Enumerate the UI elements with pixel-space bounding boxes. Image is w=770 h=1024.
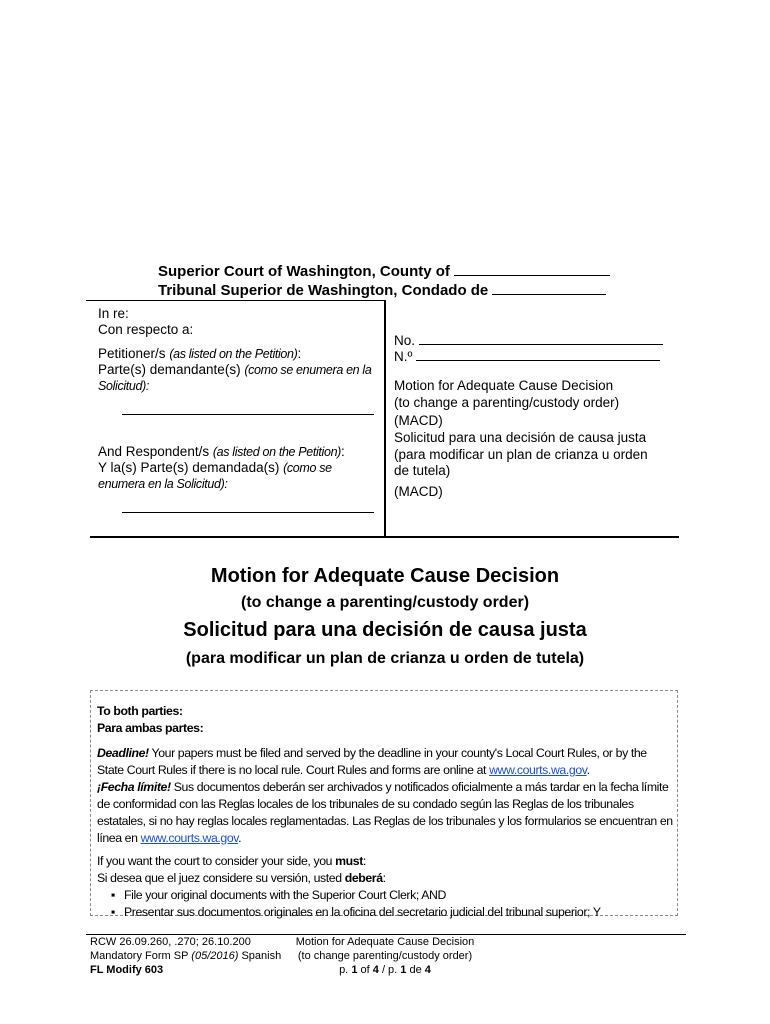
court-line-2-text: Tribunal Superior de Washington, Condado de bbox=[158, 282, 489, 299]
petitioner-colon: : bbox=[297, 346, 302, 361]
parte-label: Parte(s) demandante(s) bbox=[98, 362, 241, 377]
fecha-label: ¡Fecha límite! bbox=[97, 780, 171, 794]
case-title-es-1: Solicitud para una decisión de causa justa bbox=[394, 430, 647, 445]
footer-title-1: Motion for Adequate Cause Decision bbox=[295, 936, 475, 948]
case-code-2: (MACD) bbox=[394, 484, 443, 499]
must-text: must bbox=[335, 854, 363, 868]
yla-line bbox=[98, 460, 332, 476]
main-subtitle-spanish: (para modificar un plan de crianza u orden de tutela) bbox=[185, 650, 585, 667]
case-title-es-3: de tutela) bbox=[394, 463, 451, 478]
in-re-label: In re: bbox=[98, 306, 129, 321]
courts-link-1[interactable]: www.courts.wa.gov bbox=[489, 763, 587, 777]
consider-line-es bbox=[97, 870, 386, 887]
fecha-period: . bbox=[238, 831, 242, 845]
fecha-text-2: de conformidad con las Reglas locales de los tribunales de su condado según las Reglas de los tribunales bbox=[97, 797, 634, 811]
respondent-label: And Respondent/s bbox=[98, 444, 210, 459]
if-you-want-text: If you want the court to consider your side, you bbox=[97, 854, 333, 868]
page-total: 4 bbox=[372, 964, 379, 976]
si-desea-text: Si desea que el juez considere su versión, usted bbox=[97, 871, 342, 885]
parte-line-2 bbox=[98, 378, 149, 394]
respondent-colon: : bbox=[340, 444, 345, 459]
footer-form-sp-a: Mandatory Form SP bbox=[90, 950, 189, 962]
yla-line-2 bbox=[98, 476, 228, 492]
case-number-row-es bbox=[394, 347, 660, 365]
main-title-spanish: Solicitud para una decisión de causa justa bbox=[183, 619, 587, 641]
fecha-line-4 bbox=[97, 830, 241, 847]
case-title-en-1: Motion for Adequate Cause Decision bbox=[394, 378, 614, 393]
yla-note-b: enumera en la Solicitud): bbox=[98, 477, 228, 491]
bullet-text-1: File your original documents with the Superior Court Clerk; AND bbox=[124, 888, 446, 902]
case-title-es-2: (para modificar un plan de crianza u orden bbox=[394, 447, 648, 462]
bullet-square-icon: ▪ bbox=[111, 888, 115, 902]
respondent-line bbox=[98, 444, 345, 460]
court-name-english bbox=[158, 262, 610, 281]
courts-link-2[interactable]: www.courts.wa.gov bbox=[140, 831, 239, 845]
page-num-es: 1 bbox=[400, 964, 407, 976]
case-code-1: (MACD) bbox=[394, 413, 443, 428]
petitioner-label: Petitioner/s bbox=[98, 346, 166, 361]
respondent-note: (as listed on the Petition) bbox=[212, 445, 341, 459]
case-number-label: No. bbox=[394, 333, 416, 348]
footer-rcw: RCW 26.09.260, .270; 26.10.200 bbox=[90, 936, 251, 948]
page-sep: / p. bbox=[381, 964, 398, 976]
notice-box bbox=[90, 690, 678, 919]
deadline-period: . bbox=[586, 763, 590, 777]
deadline-label: Deadline! bbox=[97, 746, 149, 760]
parte-line bbox=[98, 362, 371, 378]
must-colon: : bbox=[362, 854, 366, 868]
bullet-square-icon: ▪ bbox=[111, 905, 115, 919]
footer-form-sp bbox=[90, 950, 281, 964]
caption-divider bbox=[384, 300, 386, 538]
case-number-blank[interactable] bbox=[419, 331, 663, 345]
court-name-spanish bbox=[158, 281, 606, 300]
case-title-en-2: (to change a parenting/custody order) bbox=[394, 395, 620, 410]
deadline-line-1 bbox=[97, 745, 647, 762]
fecha-text-3: estatales, si no hay reglas locales reglamentadas. Las Reglas de los tribunales y los formularios se encuentran en bbox=[97, 814, 673, 828]
caption-top-rule bbox=[86, 300, 384, 301]
consider-line-en bbox=[97, 853, 366, 870]
parte-note-b: Solicitud): bbox=[98, 379, 150, 393]
fecha-text-4: línea en bbox=[97, 831, 138, 845]
condado-blank[interactable] bbox=[492, 281, 606, 295]
county-blank[interactable] bbox=[454, 262, 610, 276]
deadline-text-1: Your papers must be filed and served by the deadline in your county's Local Court Rules, or by the bbox=[151, 746, 647, 760]
notice-para-ambas: Para ambas partes: bbox=[97, 721, 204, 735]
notice-to-both: To both parties: bbox=[97, 704, 183, 718]
bullet-item-2 bbox=[97, 904, 667, 921]
main-title-english: Motion for Adequate Cause Decision bbox=[210, 565, 560, 587]
footer-page bbox=[290, 964, 480, 978]
fecha-line-1 bbox=[97, 779, 668, 796]
footer-form-date: (05/2016) bbox=[191, 950, 239, 962]
court-line-1-text: Superior Court of Washington, County of bbox=[158, 263, 450, 280]
con-respecto-label: Con respecto a: bbox=[98, 322, 194, 337]
petitioner-signature-line[interactable] bbox=[122, 414, 374, 415]
fecha-text-1: Sus documentos deberán ser archivados y notificados oficialmente a más tardar en la fecha límite bbox=[173, 780, 669, 794]
yla-note-a: (como se bbox=[283, 461, 332, 475]
debera-text: deberá bbox=[344, 871, 383, 885]
bullet-text-2: Presentar sus documentos originales en la oficina del secretario judicial del tribunal superior; Y bbox=[124, 905, 601, 919]
bullet-item-1 bbox=[97, 887, 667, 904]
caption-bottom-rule bbox=[90, 536, 679, 538]
footer-title-2: (to change parenting/custody order) bbox=[297, 950, 473, 962]
deadline-text-2: State Court Rules if there is no local rule. Court Rules and forms are online at bbox=[97, 763, 487, 777]
page-of: of bbox=[360, 964, 370, 976]
page-p: p. bbox=[339, 964, 349, 976]
petitioner-note: (as listed on the Petition) bbox=[169, 347, 298, 361]
case-number-label-es: N.º bbox=[394, 349, 413, 364]
footer-rule bbox=[86, 934, 686, 935]
deadline-line-2 bbox=[97, 762, 590, 779]
page-total-es: 4 bbox=[424, 964, 431, 976]
footer-form-sp-b: Spanish bbox=[241, 950, 282, 962]
page-num: 1 bbox=[351, 964, 358, 976]
parte-note-a: (como se enumera en la bbox=[244, 363, 372, 377]
debera-colon: : bbox=[382, 871, 386, 885]
yla-label: Y la(s) Parte(s) demandada(s) bbox=[98, 460, 280, 475]
main-subtitle-english: (to change a parenting/custody order) bbox=[240, 594, 530, 611]
footer-form-id: FL Modify 603 bbox=[90, 964, 164, 976]
respondent-signature-line[interactable] bbox=[122, 512, 374, 513]
page-de: de bbox=[409, 964, 422, 976]
case-number-blank-es[interactable] bbox=[416, 347, 660, 361]
petitioner-line bbox=[98, 346, 301, 362]
